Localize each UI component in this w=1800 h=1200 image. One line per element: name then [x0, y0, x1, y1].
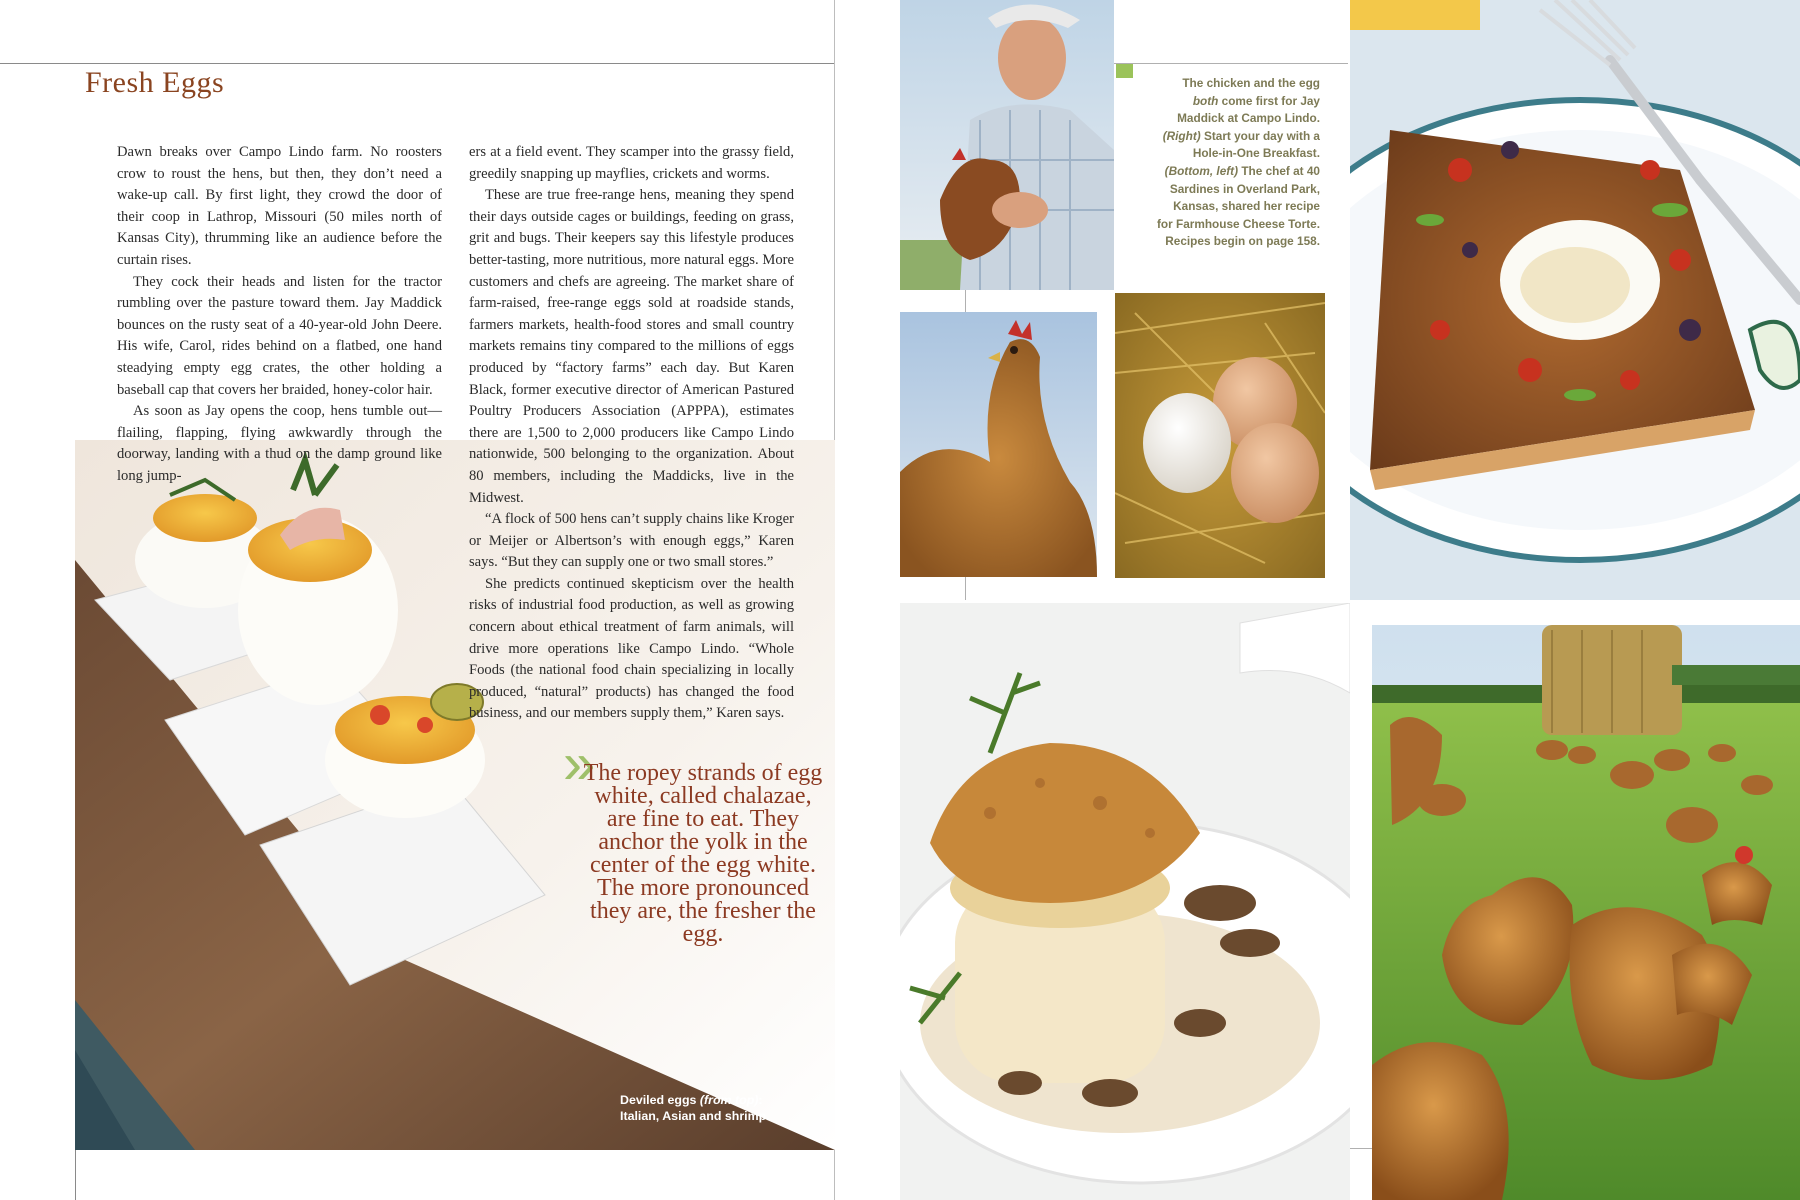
- caption-text: Start your day with a: [1200, 128, 1320, 143]
- photo-caption-right: [1140, 75, 1320, 251]
- caption-line: Sardines in Overland Park,: [1169, 181, 1320, 196]
- cheese-torte-photo: [900, 603, 1350, 1200]
- hen-against-sky-photo: [900, 312, 1097, 577]
- caption-text: come first for Jay: [1218, 93, 1320, 108]
- hens-in-field-photo: [1372, 625, 1800, 1200]
- pullquote: The ropey strands of egg white, called chalazae, are fine to eat. They anchor the yolk in the center of the egg white. The more pronounced they are, the fresher the egg.: [583, 760, 823, 947]
- body-column-1: [117, 142, 442, 488]
- caption-line: Recipes begin on page 158.: [1165, 234, 1320, 249]
- body-column-2: [469, 142, 794, 725]
- left-margin-rule: [75, 1150, 76, 1200]
- caption-text: The chef at 40: [1238, 163, 1320, 178]
- caption-italic: (from top): [699, 1093, 759, 1107]
- caption-italic: both: [1192, 93, 1219, 108]
- caption-text: :: [758, 1093, 763, 1107]
- pullquote-chevron-icon: »: [563, 731, 582, 796]
- body-paragraph: They cock their heads and listen for the tractor rumbling over the pasture toward them. Jay Maddick bounces on the rusty seat of a 40-year-old John Deere. His wife, Carol, rides behind on a flatbed, one hand steadying empty egg crates, the other holding a baseball cap that covers her braided, honey-color hair.: [117, 273, 442, 398]
- body-paragraph: She predicts continued skepticism over the health risks of industrial food production, as well as growing concern about ethical treatment of farm animals, will drive more operations like Campo Lindo. “Whole Foods (the national food chain specializing in locally produced, “natural” products) has changed the food business, and our members supply them,” Karen says.: [469, 575, 794, 722]
- article-title: Fresh Eggs: [85, 66, 225, 99]
- caption-italic: (Right): [1162, 128, 1201, 143]
- caption-line: Hole-in-One Breakfast.: [1192, 146, 1320, 161]
- bottom-right-rule: [1350, 1148, 1372, 1149]
- body-paragraph: Dawn breaks over Campo Lindo farm. No roosters crow to roust the hens, but then, they don’t need a wake-up call. By first light, they crowd the door of their coop in Lathrop, Missouri (50 miles north of Kansas City), thrumming like an audience before the curtain rises.: [117, 144, 442, 268]
- caption-line: Maddick at Campo Lindo.: [1177, 111, 1320, 126]
- caption-text: Italian, Asian and shrimp.: [620, 1109, 770, 1123]
- eggs-in-straw-photo: [1115, 293, 1325, 578]
- accent-square: [1116, 64, 1133, 78]
- top-rule-left: [0, 63, 835, 64]
- body-paragraph: “A flock of 500 hens can’t supply chains like Kroger or Meijer or Albertson’s with enough eggs,” Karen says. “But they can supply one or two small stores.”: [469, 511, 794, 571]
- body-paragraph: These are true free-range hens, meaning they spend their days outside cages or buildings, feeding on grass, grit and bugs. Their keepers say this lifestyle produces better-tasting, more nutritious, more natural eggs. More customers and chefs are agreeing. The market share of farm-raised, free-range eggs sold at roadside stands, farmers markets, health-food stores and small country markets remains tiny compared to the millions of eggs produced by “factory farms” each day. But Karen Black, former executive director of American Pastured Poultry Producers Association (APPPA), estimates there are 1,500 to 2,000 producers like Campo Lindo nationwide, 500 belonging to the organization. About 80 members, including the Maddicks, live in the Midwest.: [469, 187, 794, 506]
- caption-italic: (Bottom, left): [1164, 163, 1239, 178]
- body-paragraph: As soon as Jay opens the coop, hens tumble out—flailing, flapping, flying awkwardly through the doorway, landing with a thud on the damp ground like long jump-: [117, 403, 442, 484]
- caption-text: Deviled eggs: [620, 1093, 700, 1107]
- right-top-rule: [1113, 63, 1348, 64]
- hole-in-one-breakfast-photo: [1350, 0, 1800, 600]
- deviled-eggs-caption: [620, 1092, 770, 1124]
- body-paragraph: ers at a field event. They scamper into the grassy field, greedily snapping up mayflies, crickets and worms.: [469, 144, 794, 182]
- caption-line: Kansas, shared her recipe: [1173, 199, 1320, 214]
- farmer-with-chicken-photo: [900, 0, 1114, 290]
- caption-line: for Farmhouse Cheese Torte.: [1156, 216, 1320, 231]
- caption-line: The chicken and the egg: [1182, 76, 1320, 90]
